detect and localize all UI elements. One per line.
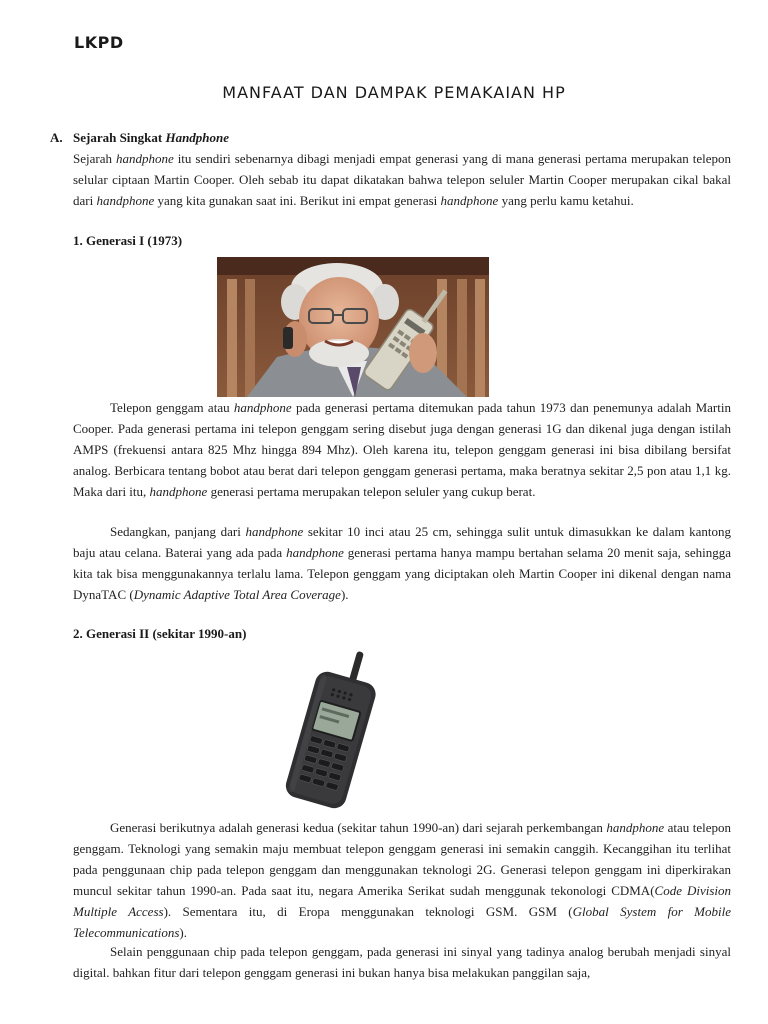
document-label: LKPD [74,33,124,52]
italic-run: handphone [233,400,292,415]
martin-cooper-photo [217,257,489,397]
text-run: pada generasi pertama ditemukan pada tahun 1973 dan penemunya adalah Martin Cooper. Pada generasi pertama ini telepon genggam sering disebut juga dengan generasi 1G dan dikenal juga dengan istilah AMPS (frekuensi antara 825 Mhz hingga 894 Mhz). Oleh karena itu, telepon genggam generasi ini bisa dibilang bersifat analog. Berbicara tentang bobot atau berat dari telepon genggam generasi pertama, maka beratnya sekitar 2,5 pon atau 1,1 kg. Maka dari itu, [73,400,731,499]
italic-run: handphone [149,484,208,499]
text-run: Sedangkan, panjang dari [110,524,246,539]
paragraph-generation-2-continued [73,941,731,983]
generation-2-heading: 2. Generasi II (sekitar 1990-an) [73,626,247,641]
text-run: atau telepon genggam. Teknologi yang semakin maju membuat telepon genggam generasi ini semakin canggih. Kecanggihan itu terlihat pada penggunaan chip pada telepon genggam dan menggunakan teknologi 2G. Generasi telepon genggam ini diperkirakan muncul sekitar tahun 1990-an. Pada saat itu, negara Amerika Serikat sudah menggunak tekonologi CDMA( [73,820,731,898]
section-number: A. [50,130,63,145]
text-run: Generasi berikutnya adalah generasi kedua (sekitar tahun 1990-an) dari sejarah perkembangan [110,820,607,835]
text-run: ). [179,925,187,940]
paragraph-generation-1-details [73,521,731,605]
italic-run: handphone [96,193,155,208]
text-run: Sejarah [73,151,116,166]
second-generation-phone-image [255,646,415,812]
section-heading [73,130,229,146]
italic-run: handphone [115,151,174,166]
text-run: Selain penggunaan chip pada telepon genggam, pada generasi ini sinyal yang tadinya analog berubah menjadi sinyal digital. bahkan fitur dari telepon genggam generasi ini bukan hanya bisa melakukan panggilan saja, [73,944,731,980]
italic-run: Dynamic Adaptive Total Area Coverage [133,587,341,602]
mobile-phone-2g-icon [255,646,415,812]
italic-run: handphone [440,193,499,208]
page-title-text: MANFAAT DAN DAMPAK PEMAKAIAN HP [222,83,566,102]
italic-run: Code Division Multiple Access [73,883,731,919]
italic-run: handphone [245,524,304,539]
italic-run: handphone [606,820,665,835]
text-run: ). [340,587,349,602]
italic-run: Global System for Mobile Telecommunications [73,904,731,940]
paragraph-generation-1 [73,397,731,502]
italic-run: handphone [286,545,344,560]
paragraph-intro [73,148,731,211]
text-run: Telepon genggam atau [110,400,234,415]
text-run: yang kita gunakan saat ini. Berikut ini empat generasi [154,193,441,208]
page-title [0,83,768,102]
paragraph-generation-2 [73,817,731,943]
section-heading-italic: Handphone [165,130,230,145]
text-run: yang perlu kamu ketahui. [498,193,634,208]
text-run: generasi pertama hanya mampu bertahan selama 20 menit saja, sehingga kita tak bisa menggunakannya terlalu lama. Telepon genggam yang diciptakan oleh Martin Cooper ini dikenal dengan nama DynaTAC ( [73,545,732,602]
text-run: ). Sementara itu, di Eropa menggunakan teknologi GSM. GSM ( [163,904,573,919]
text-run: generasi pertama merupakan telepon seluler yang cukup berat. [207,484,536,499]
section-heading-text: Sejarah Singkat [73,130,166,145]
person-with-brick-phone-icon [217,257,489,397]
text-run: itu sendiri sebenarnya dibagi menjadi empat generasi yang di mana generasi pertama merupakan telepon selular ciptaan Martin Cooper. Oleh sebab itu dapat dikatakan bahwa telepon seluler Martin Cooper merupakan cikal bakal dari [73,151,731,208]
generation-1-heading: 1. Generasi I (1973) [73,233,183,248]
text-run: sekitar 10 inci atau 25 cm, sehingga sulit untuk dimasukkan ke dalam kantong baju atau celana. Baterai yang ada pada [73,524,731,560]
